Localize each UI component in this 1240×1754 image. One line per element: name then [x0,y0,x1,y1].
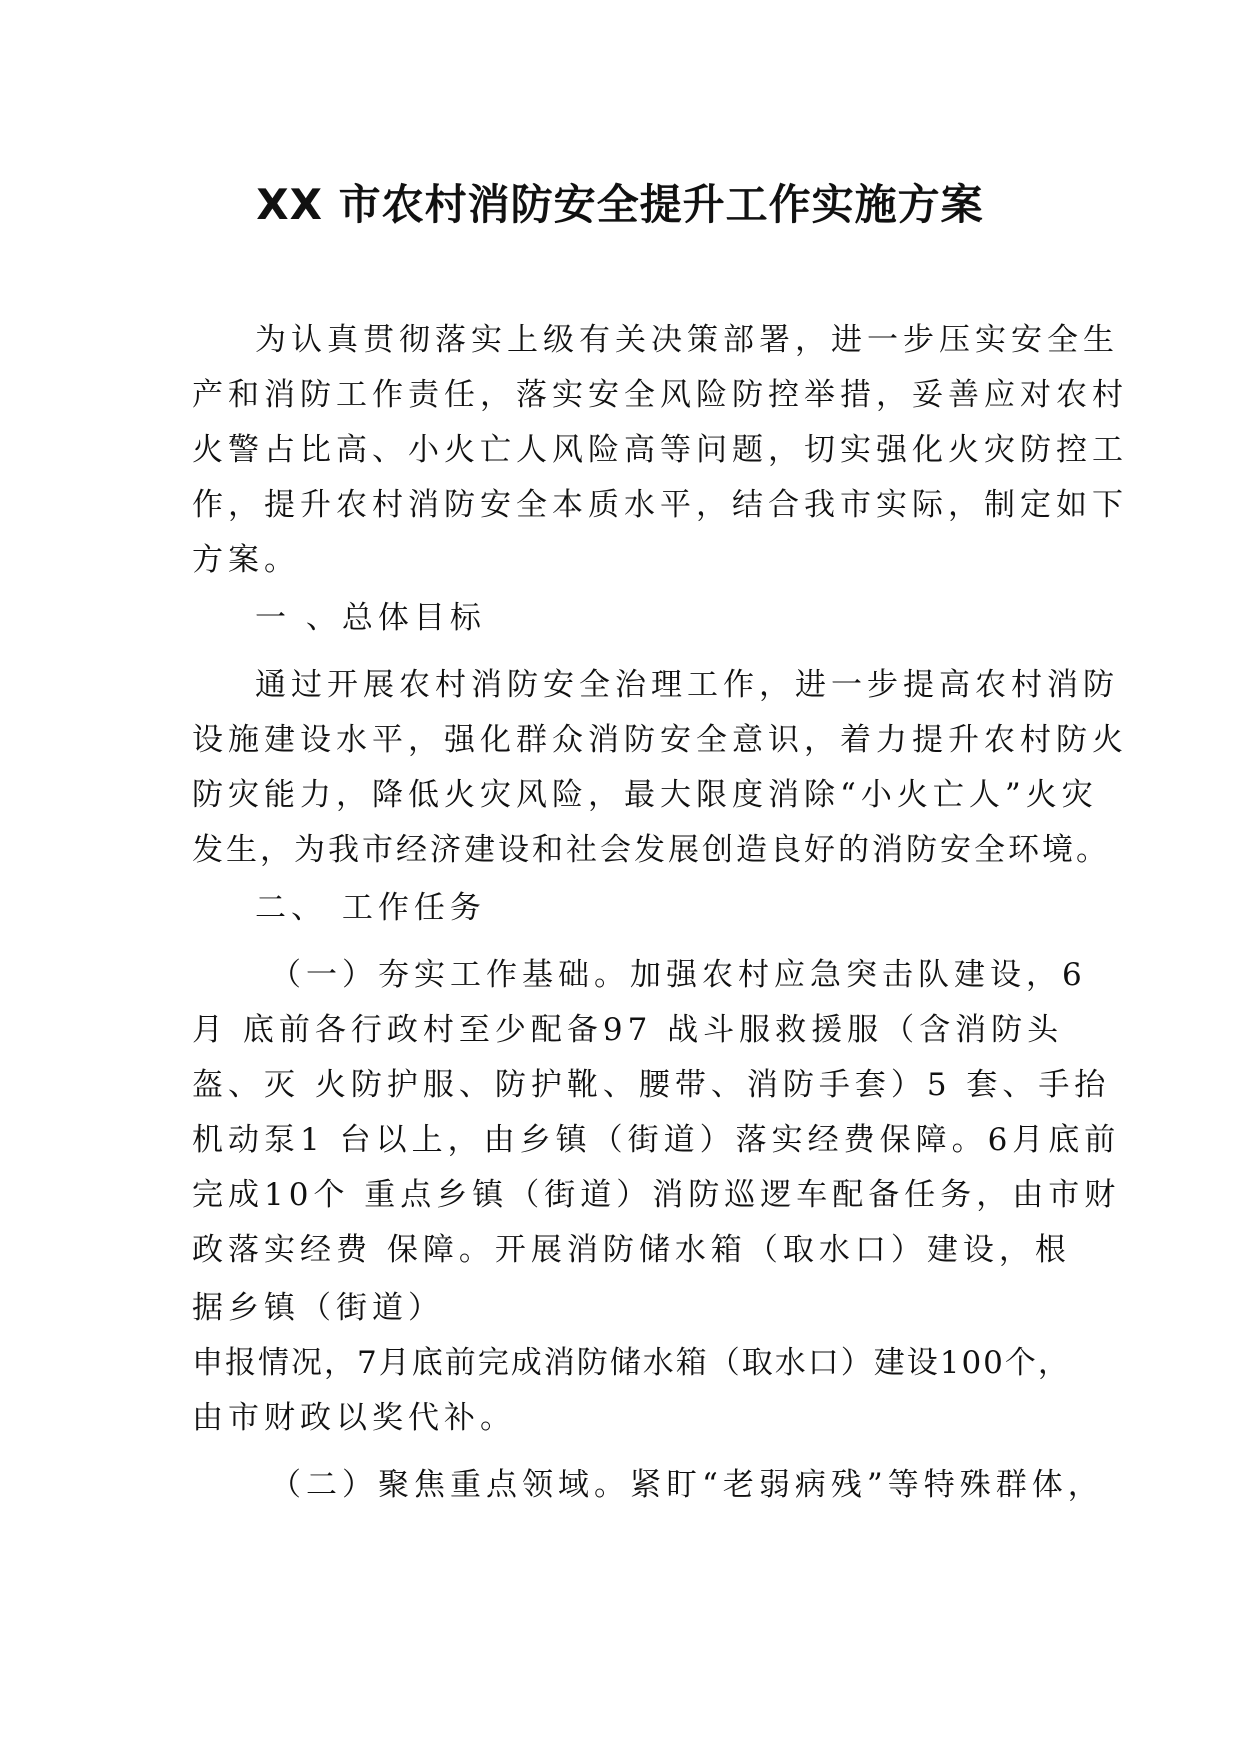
document-title: XX 市农村消防安全提升工作实施方案 [256,180,984,229]
paragraph-line: 防灾能力，降低火灾风险，最大限度消除“小火亡人”火灾 [192,777,1098,813]
paragraph-line: 产和消防工作责任，落实安全风险防控举措，妥善应对农村 [192,377,1128,413]
paragraph-line: 完成10个 重点乡镇（街道）消防巡逻车配备任务，由市财 [192,1177,1121,1213]
paragraph-line: 政落实经费 保障。开展消防储水箱（取水口）建设，根 [192,1232,1071,1268]
section-heading: 一 、总体目标 [255,600,486,636]
paragraph-line: 由市财政以奖代补。 [192,1400,516,1436]
paragraph-line: 申报情况，7月底前完成消防储水箱（取水口）建设100个， [192,1345,1071,1381]
paragraph-line: 月 底前各行政村至少配备97 战斗服救援服（含消防头 [192,1012,1064,1048]
paragraph-line: 机动泵1 台以上，由乡镇（街道）落实经费保障。6月底前 [192,1122,1121,1158]
paragraph-line: 据乡镇（街道） [192,1290,444,1326]
paragraph-line: 为认真贯彻落实上级有关决策部署，进一步压实安全生 [255,322,1119,358]
paragraph-line: 通过开展农村消防安全治理工作，进一步提高农村消防 [255,667,1119,703]
paragraph-line: 火警占比高、小火亡人风险高等问题，切实强化火灾防控工 [192,432,1128,468]
paragraph-line: （一）夯实工作基础。加强农村应急突击队建设，6 [270,957,1087,993]
paragraph-line: 作，提升农村消防安全本质水平，结合我市实际，制定如下 [192,487,1128,523]
paragraph-line: （二）聚焦重点领域。紧盯“老弱病残”等特殊群体， [270,1467,1104,1503]
paragraph-line: 设施建设水平，强化群众消防安全意识，着力提升农村防火 [192,722,1128,758]
paragraph-line: 方案。 [192,542,300,578]
paragraph-line: 盔、灭 火防护服、防护靴、腰带、消防手套）5 套、手抬 [192,1067,1111,1103]
paragraph-line: 发生，为我市经济建设和社会发展创造良好的消防安全环境。 [192,832,1110,868]
section-heading: 二、 工作任务 [255,890,486,926]
